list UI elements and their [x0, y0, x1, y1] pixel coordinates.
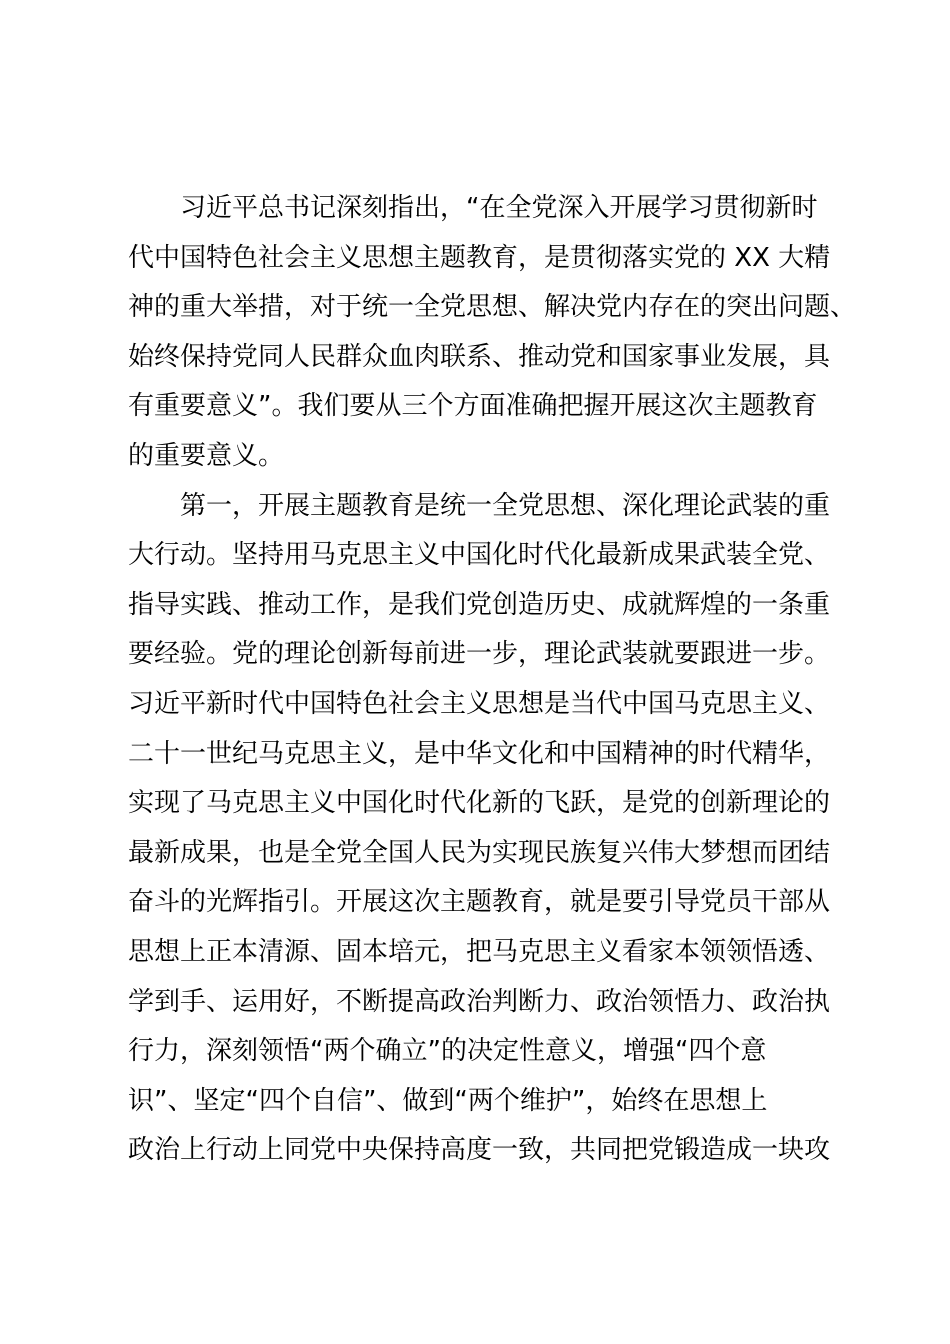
text-line: 习近平总书记深刻指出，“在全党深入开展学习贯彻新时	[128, 193, 818, 223]
text-line: 习近平新时代中国特色社会主义思想是当代中国马克思主义、	[128, 688, 831, 719]
text-line: 行力，深刻领悟“两个确立”的决定性意义，增强“四个意	[128, 1036, 767, 1067]
text-line: 奋斗的光辉指引。开展这次主题教育，就是要引导党员干部从	[128, 887, 831, 918]
text-line: 有重要意义”。我们要从三个方面准确把握开展这次主题教育	[128, 391, 818, 422]
text-line: 识”、坚定“四个自信”、做到“两个维护”，始终在思想上	[128, 1085, 768, 1116]
document-body	[128, 184, 857, 1176]
text-line: 政治上行动上同党中央保持高度一致，共同把党锻造成一块攻	[128, 1135, 831, 1166]
text-line: 实现了马克思主义中国化时代化新的飞跃，是党的创新理论的	[128, 788, 831, 819]
text-line: 学到手、运用好，不断提高政治判断力、政治领悟力、政治执	[128, 986, 831, 1017]
text-line: 最新成果，也是全党全国人民为实现民族复兴伟大梦想而团结	[128, 837, 831, 868]
text-line: 第一，开展主题教育是统一全党思想、深化理论武装的重	[128, 490, 831, 521]
paragraph-first-point	[128, 482, 838, 1176]
text-line: 神的重大举措，对于统一全党思想、解决党内存在的突出问题、	[128, 292, 857, 323]
text-line: 指导实践、推动工作，是我们党创造历史、成就辉煌的一条重	[128, 589, 831, 620]
text-line: 要经验。党的理论创新每前进一步，理论武装就要跟进一步。	[128, 639, 831, 670]
paragraph-intro	[128, 184, 857, 482]
text-line: 的重要意义。	[128, 440, 285, 471]
text-line: 始终保持党同人民群众血肉联系、推动党和国家事业发展，具	[128, 341, 831, 372]
text-line: 二十一世纪马克思主义，是中华文化和中国精神的时代精华，	[128, 738, 831, 769]
text-line: 大行动。坚持用马克思主义中国化时代化最新成果武装全党、	[128, 540, 831, 571]
text-line: 代中国特色社会主义思想主题教育，是贯彻落实党的 XX 大精	[128, 242, 831, 273]
text-line: 思想上正本清源、固本培元，把马克思主义看家本领领悟透、	[128, 936, 831, 967]
